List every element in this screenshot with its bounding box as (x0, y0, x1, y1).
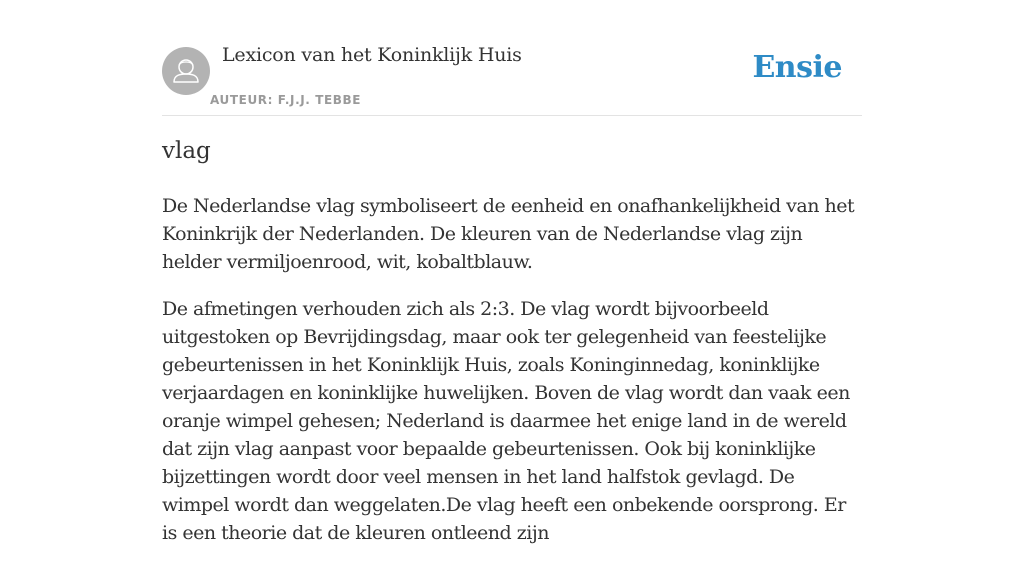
user-avatar-icon (162, 47, 210, 95)
author-avatar[interactable] (162, 47, 210, 95)
entry-headword: vlag (162, 138, 211, 164)
entry-paragraph: De afmetingen verhouden zich als 2:3. De vlag wordt bijvoorbeeld uitgestoken op Bevrijdingsdag, maar ook ter gelegenheid van feestelijke gebeurtenissen in het Koninklijk Huis, zoals Koninginnedag, koninklijke verjaardagen en koninklijke huwelijken. Boven de vlag wordt dan vaak een oranje wimpel gehesen; Nederland is daarmee het enige land in de wereld dat zijn vlag aanpast voor bepaalde gebeurtenissen. Ook bij koninklijke bijzettingen wordt door veel mensen in het land halfstok gevlagd. De wimpel wordt dan weggelaten.De vlag heeft een onbekende oorsprong. Er is een theorie dat de kleuren ontleend zijn (162, 298, 850, 544)
author-label[interactable]: AUTEUR: F.J.J. TEBBE (210, 93, 362, 107)
brand-logo[interactable]: Ensie (752, 50, 842, 85)
entry-paragraph: De Nederlandse vlag symboliseert de eenheid en onafhankelijkheid van het Koninkrijk der Nederlanden. De kleuren van de Nederlandse vlag zijn helder vermiljoenrood, wit, kobaltblauw. (162, 195, 855, 273)
source-title[interactable]: Lexicon van het Koninklijk Huis (222, 44, 522, 66)
entry-body (162, 192, 862, 566)
header (162, 0, 862, 116)
